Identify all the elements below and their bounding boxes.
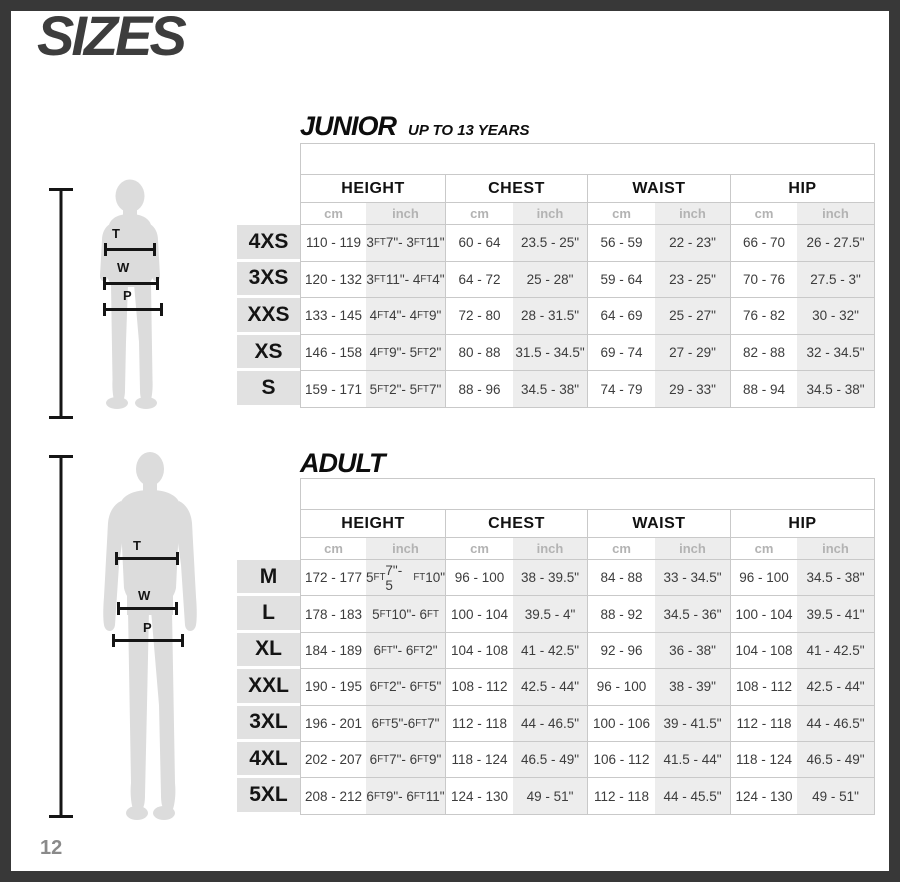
size-cell: 46.5 - 49" <box>797 742 875 778</box>
column-group-header: WAIST <box>587 175 730 203</box>
unit-header: inch <box>797 203 875 225</box>
column-group-header: CHEST <box>445 510 587 538</box>
junior-section-title <box>300 111 529 142</box>
size-cell: 66 - 70 <box>730 225 797 262</box>
page-title: SIZES <box>37 4 184 67</box>
size-cell: 28 - 31.5" <box>513 298 587 335</box>
size-cell: 106 - 112 <box>587 742 655 778</box>
size-cell: 34.5 - 36" <box>655 596 730 632</box>
size-cell: 112 - 118 <box>587 778 655 814</box>
size-cell: 118 - 124 <box>730 742 797 778</box>
size-cell: 70 - 76 <box>730 262 797 299</box>
size-cell: 49 - 51" <box>797 778 875 814</box>
size-label: 3XL <box>237 706 300 742</box>
size-cell: 100 - 104 <box>445 596 513 632</box>
size-cell: 80 - 88 <box>445 335 513 372</box>
size-label: XXL <box>237 669 300 705</box>
junior-hip-measure-bar <box>103 308 163 311</box>
size-cell: 29 - 33" <box>655 371 730 408</box>
size-cell: 6 FT 7"- 6 FT 9" <box>366 742 445 778</box>
size-cell: 49 - 51" <box>513 778 587 814</box>
table-corner-spacer <box>237 478 300 560</box>
junior-size-table <box>237 143 875 408</box>
size-cell: 88 - 96 <box>445 371 513 408</box>
size-cell: 108 - 112 <box>445 669 513 705</box>
size-cell: 34.5 - 38" <box>797 371 875 408</box>
unit-header: cm <box>587 203 655 225</box>
unit-header: inch <box>513 538 587 560</box>
junior-waist-measure-label: W <box>117 260 130 275</box>
size-cell: 76 - 82 <box>730 298 797 335</box>
table-blank-row <box>300 478 875 510</box>
size-cell: 118 - 124 <box>445 742 513 778</box>
size-cell: 178 - 183 <box>300 596 366 632</box>
unit-header: cm <box>445 203 513 225</box>
size-cell: 104 - 108 <box>730 633 797 669</box>
unit-header: cm <box>300 538 366 560</box>
vertical-line <box>60 188 63 419</box>
unit-header: cm <box>300 203 366 225</box>
size-cell: 208 - 212 <box>300 778 366 814</box>
junior-height-measure-line <box>49 188 73 419</box>
size-cell: 5 FT 7"- 5 FT 10" <box>366 560 445 596</box>
unit-header: inch <box>655 538 730 560</box>
size-cell: 44 - 46.5" <box>797 706 875 742</box>
size-label: 4XS <box>237 225 300 262</box>
adult-hip-measure-bar <box>112 639 184 642</box>
unit-header: inch <box>513 203 587 225</box>
adult-chest-measure-bar <box>115 557 179 560</box>
unit-header: cm <box>730 203 797 225</box>
size-cell: 39 - 41.5" <box>655 706 730 742</box>
junior-chest-measure-bar <box>104 248 156 251</box>
size-cell: 104 - 108 <box>445 633 513 669</box>
size-cell: 82 - 88 <box>730 335 797 372</box>
size-cell: 100 - 106 <box>587 706 655 742</box>
adult-hip-measure-label: P <box>143 620 152 635</box>
unit-header: cm <box>445 538 513 560</box>
column-group-header: HIP <box>730 510 875 538</box>
size-cell: 38 - 39.5" <box>513 560 587 596</box>
size-cell: 133 - 145 <box>300 298 366 335</box>
unit-header: inch <box>797 538 875 560</box>
size-cell: 64 - 72 <box>445 262 513 299</box>
size-cell: 25 - 27" <box>655 298 730 335</box>
junior-subtitle: UP TO 13 YEARS <box>408 122 530 139</box>
column-group-header: HEIGHT <box>300 510 445 538</box>
size-label: XXS <box>237 298 300 335</box>
size-cell: 41 - 42.5" <box>797 633 875 669</box>
size-cell: 22 - 23" <box>655 225 730 262</box>
size-cell: 60 - 64 <box>445 225 513 262</box>
size-cell: 31.5 - 34.5" <box>513 335 587 372</box>
adult-waist-measure-label: W <box>138 588 151 603</box>
size-cell: 6 FT 9"- 6 FT 11" <box>366 778 445 814</box>
size-cell: 69 - 74 <box>587 335 655 372</box>
size-cell: 96 - 100 <box>445 560 513 596</box>
junior-chest-measure-label: T <box>112 226 120 241</box>
size-cell: 124 - 130 <box>445 778 513 814</box>
size-label: XL <box>237 633 300 669</box>
size-cell: 6 FT 5"-6 FT 7" <box>366 706 445 742</box>
page-number: 12 <box>40 837 63 859</box>
size-cell: 184 - 189 <box>300 633 366 669</box>
adult-chest-measure-label: T <box>133 538 141 553</box>
unit-header: cm <box>730 538 797 560</box>
size-cell: 202 - 207 <box>300 742 366 778</box>
junior-waist-measure-bar <box>103 282 159 285</box>
size-cell: 32 - 34.5" <box>797 335 875 372</box>
unit-header: cm <box>587 538 655 560</box>
size-cell: 3 FT 7"- 3 FT 11" <box>366 225 445 262</box>
size-cell: 39.5 - 41" <box>797 596 875 632</box>
size-cell: 27 - 29" <box>655 335 730 372</box>
size-cell: 88 - 94 <box>730 371 797 408</box>
size-cell: 39.5 - 4" <box>513 596 587 632</box>
size-cell: 92 - 96 <box>587 633 655 669</box>
adult-height-measure-line <box>49 455 73 818</box>
size-cell: 34.5 - 38" <box>513 371 587 408</box>
size-cell: 88 - 92 <box>587 596 655 632</box>
unit-header: inch <box>655 203 730 225</box>
size-cell: 196 - 201 <box>300 706 366 742</box>
size-cell: 23.5 - 25" <box>513 225 587 262</box>
size-cell: 56 - 59 <box>587 225 655 262</box>
size-cell: 84 - 88 <box>587 560 655 596</box>
unit-header: inch <box>366 203 445 225</box>
size-label: 3XS <box>237 262 300 299</box>
size-cell: 59 - 64 <box>587 262 655 299</box>
size-cell: 27.5 - 3" <box>797 262 875 299</box>
size-cell: 146 - 158 <box>300 335 366 372</box>
size-label: L <box>237 596 300 632</box>
table-blank-row <box>300 143 875 175</box>
size-label: M <box>237 560 300 596</box>
size-label: 5XL <box>237 778 300 814</box>
size-cell: 72 - 80 <box>445 298 513 335</box>
size-cell: 6 FT "- 6 FT 2" <box>366 633 445 669</box>
size-cell: 33 - 34.5" <box>655 560 730 596</box>
column-group-header: HIP <box>730 175 875 203</box>
table-corner-spacer <box>237 143 300 225</box>
size-cell: 100 - 104 <box>730 596 797 632</box>
adult-title: ADULT <box>300 448 385 478</box>
size-cell: 25 - 28" <box>513 262 587 299</box>
size-cell: 42.5 - 44" <box>513 669 587 705</box>
junior-hip-measure-label: P <box>123 288 132 303</box>
size-cell: 5 FT 10"- 6 FT <box>366 596 445 632</box>
size-cell: 5 FT 2"- 5 FT 7" <box>366 371 445 408</box>
unit-header: inch <box>366 538 445 560</box>
size-label: XS <box>237 335 300 372</box>
adult-waist-measure-bar <box>117 607 178 610</box>
size-cell: 41 - 42.5" <box>513 633 587 669</box>
size-label: 4XL <box>237 742 300 778</box>
size-cell: 3 FT 11"- 4 FT 4" <box>366 262 445 299</box>
size-cell: 112 - 118 <box>445 706 513 742</box>
size-cell: 34.5 - 38" <box>797 560 875 596</box>
junior-title: JUNIOR <box>300 111 397 141</box>
size-cell: 110 - 119 <box>300 225 366 262</box>
size-cell: 112 - 118 <box>730 706 797 742</box>
size-cell: 44 - 46.5" <box>513 706 587 742</box>
size-cell: 38 - 39" <box>655 669 730 705</box>
size-cell: 4 FT 4"- 4 FT 9" <box>366 298 445 335</box>
vertical-line <box>60 455 63 818</box>
adult-section-title <box>300 448 396 479</box>
size-cell: 44 - 45.5" <box>655 778 730 814</box>
size-cell: 46.5 - 49" <box>513 742 587 778</box>
size-cell: 36 - 38" <box>655 633 730 669</box>
size-cell: 190 - 195 <box>300 669 366 705</box>
size-cell: 74 - 79 <box>587 371 655 408</box>
size-cell: 6 FT 2"- 6 FT 5" <box>366 669 445 705</box>
size-cell: 96 - 100 <box>730 560 797 596</box>
column-group-header: CHEST <box>445 175 587 203</box>
size-label: S <box>237 371 300 408</box>
size-cell: 159 - 171 <box>300 371 366 408</box>
size-cell: 26 - 27.5" <box>797 225 875 262</box>
size-cell: 41.5 - 44" <box>655 742 730 778</box>
adult-size-table <box>237 478 875 815</box>
size-cell: 172 - 177 <box>300 560 366 596</box>
column-group-header: HEIGHT <box>300 175 445 203</box>
size-cell: 120 - 132 <box>300 262 366 299</box>
size-cell: 96 - 100 <box>587 669 655 705</box>
adult-silhouette <box>90 450 210 822</box>
size-cell: 108 - 112 <box>730 669 797 705</box>
size-cell: 23 - 25" <box>655 262 730 299</box>
size-cell: 42.5 - 44" <box>797 669 875 705</box>
size-cell: 124 - 130 <box>730 778 797 814</box>
size-cell: 30 - 32" <box>797 298 875 335</box>
size-cell: 64 - 69 <box>587 298 655 335</box>
column-group-header: WAIST <box>587 510 730 538</box>
size-cell: 4 FT 9"- 5 FT 2" <box>366 335 445 372</box>
